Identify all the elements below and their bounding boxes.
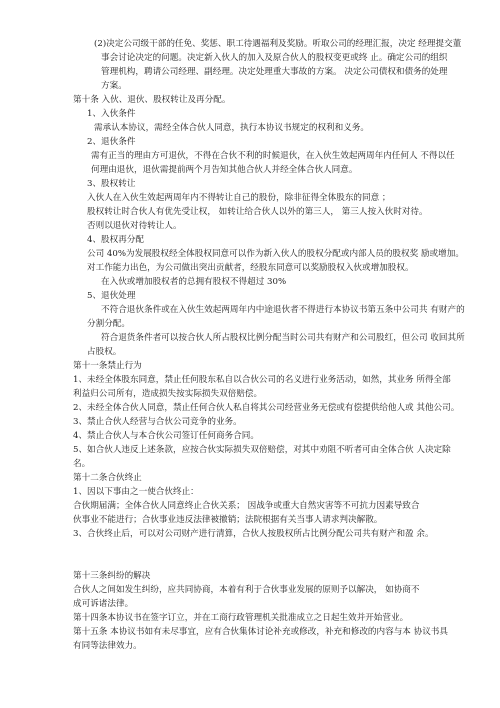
text-line: 入伙人在入伙生效起两周年内不得转让自己的股份，除非征得全体股东的同意 ； <box>87 193 391 203</box>
text-line: 需承认本协议，需经全体合伙人同意，执行本协议书规定的权利和义务。 <box>94 123 370 133</box>
text-line: 伙事业不能进行；合伙事业违反法律被撤销；法院根据有关当事人请求判决解散。 <box>73 515 383 525</box>
text-line: 合伙人之间如发生纠纷，应共同协商，本着有利于合伙事业发展的原则予以解决， 如协商不 <box>73 585 420 595</box>
text-line: 第十二条合伙终止 <box>73 473 142 483</box>
text-line: 1、入伙条件 <box>87 109 136 119</box>
text-line: 4、禁止合伙人与本合伙公司签订任何商务合同。 <box>73 431 259 441</box>
text-line: 方案。 <box>101 81 127 91</box>
text-line: 否则以退伙对待转让人。 <box>87 221 182 231</box>
text-line: 第十四条本协议书在签字订立，并在工商行政管理机关批准成立之日起生效并开始营业。 <box>73 613 409 623</box>
text-line: 1、未经全体股东同意，禁止任何股东私自以合伙公司的名义进行业务活动，如然，其业务 所得全部 <box>73 375 451 385</box>
text-line: 股权转让时合伙人有优先受让权， 如转让给合伙人以外的第三人， 第三人按入伙时对待。 <box>87 207 428 217</box>
text-line: 1、因以下事由之一使合伙终止： <box>73 487 199 497</box>
text-line: 在入伙或增加股权者的总拥有股权不得超过 30% <box>101 277 287 287</box>
text-line: 第十条 入伙、退伙、股权转让及再分配。 <box>73 95 231 105</box>
text-line: 第十三条纠纷的解决 <box>73 571 151 581</box>
text-line: 何理由退伙，退伙需提前两个月告知其他合伙人并经全体合伙人同意。 <box>91 165 358 175</box>
text-line: 占股权。 <box>87 347 122 357</box>
text-line: 第十五条 本协议书如有未尽事宜，应有合伙集体讨论补充或修改，补充和修改的内容与本 协议书具 <box>73 627 448 637</box>
text-line: 有同等法律效力。 <box>73 641 142 651</box>
text-line: 需有正当的理由方可退伙，不得在合伙不利的时候退伙，在入伙生效起两周年内任何人 不得以任 <box>91 151 455 161</box>
text-line: 名。 <box>73 459 91 469</box>
text-line: 5、如合伙人违反上述条款，应按合伙实际损失双倍赔偿，对其中劝阻不听者可由全体合伙 人决定除 <box>73 445 451 455</box>
text-line: 不符合退伙条件或在入伙生效起两周年内中途退伙者不得进行本协议书第五条中公司共 有财产的 <box>101 305 465 315</box>
text-line: 4、股权再分配 <box>87 235 145 245</box>
text-line: 成可诉诸法律。 <box>73 599 134 609</box>
text-line: 第十一条禁止行为 <box>73 361 142 371</box>
text-line: 分割分配。 <box>87 319 130 329</box>
text-line: (2)决定公司级干部的任免、奖惩、职工待遇福利及奖励。听取公司的经理汇报，决定 经理提交董 <box>94 39 462 49</box>
text-line: 事会讨论决定的问题。决定新入伙人的加入及原合伙人的股权变更或终 止。确定公司的组织 <box>101 53 448 63</box>
text-line: 公司 40%为发展股权经全体股权同意可以作为新入伙人的股权分配或内部人员的股权奖 励或增加。 <box>87 249 464 259</box>
text-line: 符合退货条件者可以按合伙人所占股权比例分配当时公司共有财产和公司股红，但公司 收回其所 <box>101 333 465 343</box>
text-line: 3、股权转让 <box>87 179 136 189</box>
text-line: 3、禁止合伙人经营与合伙公司竞争的业务。 <box>73 417 242 427</box>
text-line: 合伙期届满；全体合伙人同意终止合伙关系； 因战争或重大自然灾害等不可抗力因素导致合 <box>73 501 420 511</box>
text-line: 5、退伙处理 <box>87 291 136 301</box>
text-line: 利益归公司所有，造成损失按实际损失双倍赔偿。 <box>73 389 263 399</box>
text-line: 对工作能力出色，为公司做出突出贡献者，经股东同意可以奖励股权入伙或增加股权。 <box>87 263 414 273</box>
text-line: 3、合伙终止后，可以对公司财产进行清算，合伙人按股权所占比例分配公司共有财产和盈 余。 <box>73 529 434 539</box>
text-line: 管理机构，聘请公司经理、副经理。决定处理重大事故的方案。 决定公司债权和债务的处理 <box>101 67 448 77</box>
text-line: 2、退伙条件 <box>87 137 136 147</box>
text-line: 2、未经全体合伙人同意，禁止任何合伙人私自将其公司经营业务无偿或有偿提供给他人或 其他公司。 <box>73 403 460 413</box>
